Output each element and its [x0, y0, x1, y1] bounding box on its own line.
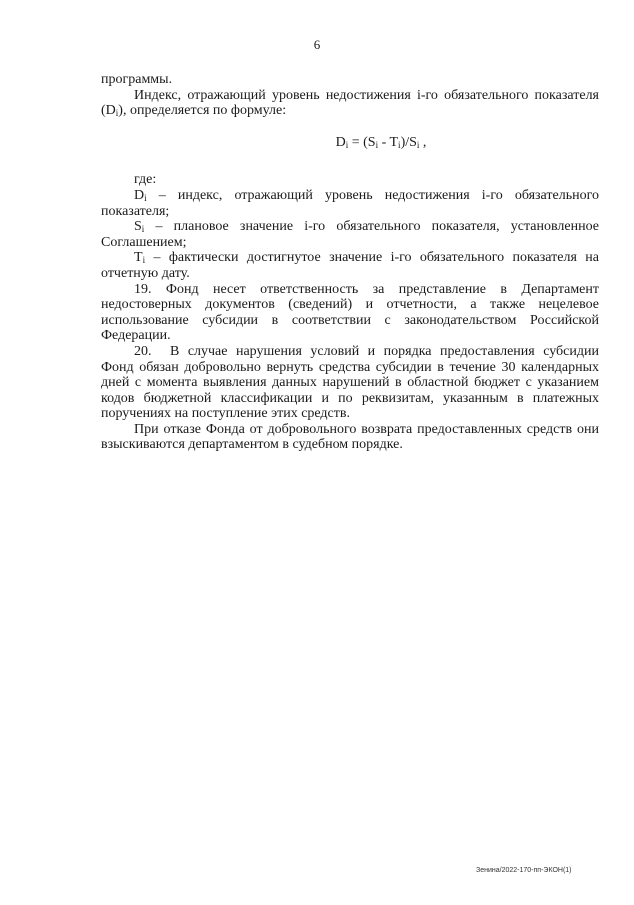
index-intro-end: ), определяется по формуле: [118, 103, 287, 119]
def-s-sub: i [141, 224, 145, 235]
document-body [101, 72, 599, 453]
definition-s [101, 219, 599, 250]
def-d-sub: i [144, 192, 147, 203]
formula-d-sub: i [345, 139, 349, 150]
formula-d: D [335, 134, 346, 150]
index-intro-text: Индекс, отражающий уровень недостижения i-го обязательного показателя (D [101, 87, 599, 119]
definition-d [101, 188, 599, 219]
paragraph-20 [101, 344, 599, 422]
formula-minus: - T [378, 134, 399, 150]
formula-s2-sub: i [416, 139, 420, 150]
def-s-symbol: S [134, 219, 142, 235]
footer-document-code: Зенина/2022-170-пп-ЭКОН(1) [476, 867, 572, 874]
formula-close: )/S [400, 134, 417, 150]
def-t-text: – фактически достигнутое значение i-го обязательного показателя на отчетную дату. [101, 250, 599, 281]
formula-s-sub: i [375, 139, 379, 150]
paragraph-19: 19. Фонд несет ответственность за представление в Департамент недостоверных документов (сведений) и отчетности, а также нецелевое использование субсидии в соответствии с законодательством Российской Федерации. [101, 281, 599, 344]
paragraph-index-intro [101, 88, 599, 119]
index-intro-sub: i [115, 108, 119, 119]
where-label: где: [134, 172, 157, 188]
def-s-text: – плановое значение i-го обязательного показателя, установленное Соглашением; [101, 219, 599, 250]
def-d-symbol: D [134, 187, 145, 203]
paragraph-20-text: В случае нарушения условий и порядка предоставления субсидии Фонд обязан добровольно вернуть средства субсидии в течение 30 календарных дней с момента выявления данных нарушений в областной бюджет с указанием кодов бюджетной классификации и по реквизитам, указанным в платежных поручениях на поступление этих средств. [101, 343, 599, 422]
definition-t [101, 250, 599, 281]
paragraph-refusal: При отказе Фонда от добровольного возврата предоставленных средств они взыскиваются департаментом в судебном порядке. [101, 421, 599, 453]
formula-t-sub: i [398, 139, 401, 150]
paragraph-continuation: программы. [101, 72, 173, 87]
formula [101, 135, 599, 151]
page-number: 6 [313, 37, 321, 52]
formula-eq: = (S [348, 134, 376, 150]
formula-end: , [419, 134, 427, 150]
paragraph-20-number: 20. [134, 343, 152, 359]
def-d-text: – индекс, отражающий уровень недостижения i-го обязательного показателя; [101, 187, 599, 219]
def-t-sub: i [142, 255, 146, 266]
def-t-symbol: T [134, 250, 143, 266]
